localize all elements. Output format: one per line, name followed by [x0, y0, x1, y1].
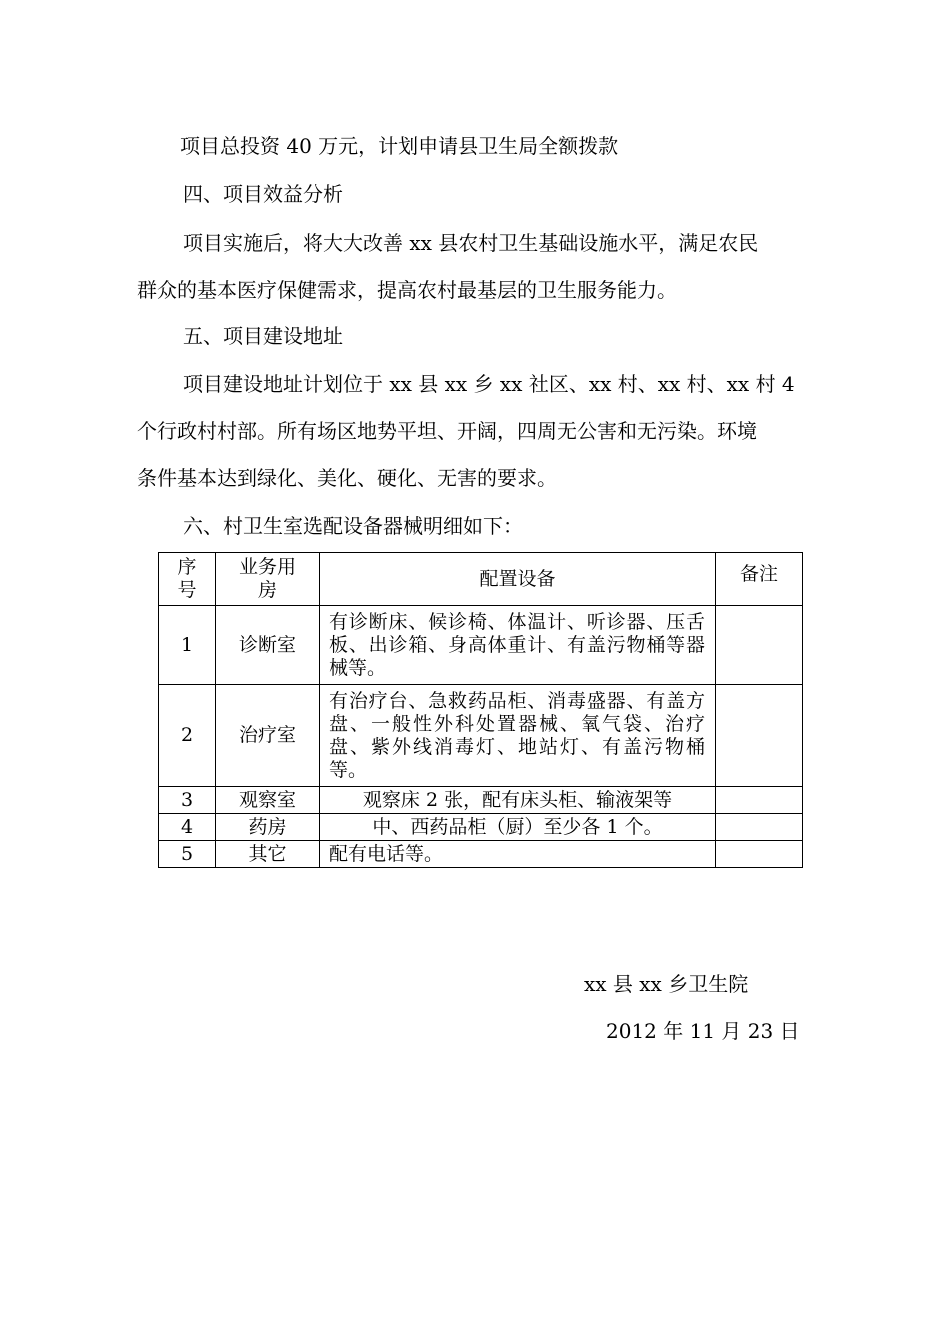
header-no-line-1: 序	[177, 556, 197, 578]
cell-room: 观察室	[216, 787, 320, 814]
cell-room: 其它	[216, 841, 320, 868]
paragraph-investment: 项目总投资 40 万元，计划申请县卫生局全额拨款	[180, 134, 619, 158]
section-heading-location: 五、项目建设地址	[183, 324, 343, 348]
cell-remark	[716, 606, 803, 685]
cell-remark	[716, 787, 803, 814]
header-equipment: 配置设备	[320, 553, 716, 606]
cell-room: 治疗室	[216, 685, 320, 787]
header-no-line-2: 号	[177, 579, 197, 601]
header-room	[216, 553, 320, 606]
cell-no: 1	[159, 606, 216, 685]
paragraph-location-line-1: 项目建设地址计划位于 xx 县 xx 乡 xx 社区、xx 村、xx 村、xx 村 4	[183, 372, 795, 396]
cell-equipment: 观察床 2 张，配有床头柜、输液架等	[320, 787, 716, 814]
header-room-line-2: 房	[257, 579, 277, 601]
header-room-line-1: 业务用	[238, 556, 296, 578]
signature-organization: xx 县 xx 乡卫生院	[584, 972, 749, 996]
cell-no: 2	[159, 685, 216, 787]
cell-no: 5	[159, 841, 216, 868]
paragraph-benefit-line-2: 群众的基本医疗保健需求，提高农村最基层的卫生服务能力。	[137, 278, 677, 302]
cell-equipment: 有诊断床、候诊椅、体温计、听诊器、压舌板、出诊箱、身高体重计、有盖污物桶等器械等。	[320, 606, 716, 685]
cell-equipment: 配有电话等。	[320, 841, 716, 868]
table-header-row	[159, 553, 803, 606]
signature-date: 2012 年 11 月 23 日	[606, 1019, 800, 1043]
paragraph-benefit-line-1: 项目实施后，将大大改善 xx 县农村卫生基础设施水平，满足农民	[183, 231, 759, 255]
cell-remark	[716, 814, 803, 841]
header-remark: 备注	[716, 553, 803, 606]
table-row	[159, 841, 803, 868]
cell-equipment: 中、西药品柜（厨）至少各 1 个。	[320, 814, 716, 841]
paragraph-location-line-2: 个行政村村部。所有场区地势平坦、开阔，四周无公害和无污染。环境	[137, 419, 757, 443]
cell-no: 3	[159, 787, 216, 814]
section-heading-equipment: 六、村卫生室选配设备器械明细如下：	[183, 514, 523, 538]
cell-room: 诊断室	[216, 606, 320, 685]
table-row	[159, 606, 803, 685]
equipment-table	[158, 552, 803, 868]
cell-equipment: 有治疗台、急救药品柜、消毒盛器、有盖方盘、一般性外科处置器械、氧气袋、治疗盘、紫外线消毒灯、地站灯、有盖污物桶等。	[320, 685, 716, 787]
section-heading-benefit: 四、项目效益分析	[183, 182, 343, 206]
cell-room: 药房	[216, 814, 320, 841]
cell-remark	[716, 685, 803, 787]
cell-no: 4	[159, 814, 216, 841]
table-row	[159, 685, 803, 787]
paragraph-location-line-3: 条件基本达到绿化、美化、硬化、无害的要求。	[137, 466, 557, 490]
table-row	[159, 787, 803, 814]
cell-remark	[716, 841, 803, 868]
table-row	[159, 814, 803, 841]
header-no	[159, 553, 216, 606]
